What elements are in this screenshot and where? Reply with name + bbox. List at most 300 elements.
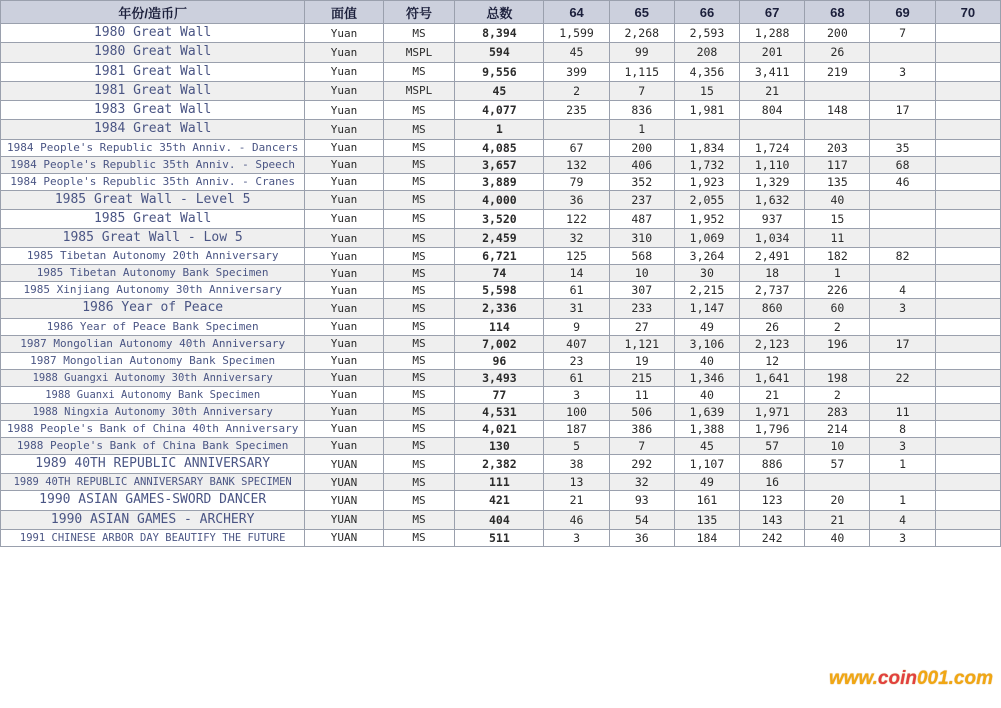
- cell-total: 4,077: [455, 101, 544, 120]
- cell-symbol: MS: [383, 139, 455, 156]
- table-row[interactable]: [1, 248, 1001, 265]
- cell-denomination: YUAN: [305, 474, 383, 491]
- cell-coin-name[interactable]: [1, 474, 305, 491]
- cell-grade-70: [935, 386, 1000, 403]
- cell-coin-name[interactable]: [1, 156, 305, 173]
- coin-name-label: 1980 Great Wall: [93, 25, 212, 40]
- cell-grade-65: 99: [609, 43, 674, 62]
- cell-grade-69: 3: [870, 437, 935, 454]
- cell-total: 7,002: [455, 335, 544, 352]
- cell-denomination: Yuan: [305, 299, 383, 318]
- coin-name-label: 1984 People's Republic 35th Anniv. - Dancers: [6, 140, 299, 154]
- cell-grade-70: [935, 335, 1000, 352]
- cell-coin-name[interactable]: [1, 248, 305, 265]
- cell-grade-68: [805, 81, 870, 100]
- cell-grade-69: [870, 43, 935, 62]
- cell-grade-67: 21: [740, 386, 805, 403]
- cell-grade-69: 7: [870, 24, 935, 43]
- cell-symbol: MS: [383, 265, 455, 282]
- cell-total: 96: [455, 352, 544, 369]
- cell-grade-65: 54: [609, 510, 674, 529]
- cell-grade-64: 45: [544, 43, 609, 62]
- cell-grade-66: 1,639: [674, 403, 739, 420]
- table-row[interactable]: [1, 209, 1001, 228]
- column-header-grade-65[interactable]: 65: [609, 1, 674, 24]
- cell-grade-67: 2,491: [740, 248, 805, 265]
- cell-total: 3,520: [455, 209, 544, 228]
- table-row[interactable]: [1, 510, 1001, 529]
- table-row[interactable]: [1, 139, 1001, 156]
- cell-coin-name[interactable]: [1, 369, 305, 386]
- cell-coin-name[interactable]: [1, 43, 305, 62]
- coin-name-label: 1985 Great Wall: [93, 210, 212, 226]
- cell-grade-69: 17: [870, 101, 935, 120]
- cell-grade-70: [935, 229, 1000, 248]
- cell-grade-65: 487: [609, 209, 674, 228]
- cell-grade-69: 1: [870, 491, 935, 510]
- cell-grade-64: 132: [544, 156, 609, 173]
- cell-grade-67: 2,737: [740, 282, 805, 299]
- watermark-prefix: www.: [828, 668, 878, 689]
- table-row[interactable]: [1, 386, 1001, 403]
- cell-grade-64: 399: [544, 62, 609, 81]
- cell-grade-70: [935, 420, 1000, 437]
- cell-denomination: Yuan: [305, 173, 383, 190]
- coin-name-label: 1984 People's Republic 35th Anniv. - Cranes: [10, 174, 296, 188]
- coin-name-label: 1983 Great Wall: [93, 102, 212, 117]
- cell-grade-70: [935, 248, 1000, 265]
- cell-symbol: MS: [383, 229, 455, 248]
- cell-grade-68: 198: [805, 369, 870, 386]
- table-row[interactable]: [1, 474, 1001, 491]
- cell-coin-name[interactable]: [1, 139, 305, 156]
- table-row[interactable]: [1, 529, 1001, 546]
- table-row[interactable]: [1, 173, 1001, 190]
- cell-denomination: Yuan: [305, 209, 383, 228]
- cell-grade-68: [805, 120, 870, 139]
- cell-total: 3,889: [455, 173, 544, 190]
- cell-symbol: MS: [383, 403, 455, 420]
- cell-coin-name[interactable]: [1, 265, 305, 282]
- cell-grade-66: 1,069: [674, 229, 739, 248]
- table-row[interactable]: [1, 335, 1001, 352]
- table-row[interactable]: [1, 299, 1001, 318]
- cell-grade-67: 123: [740, 491, 805, 510]
- cell-grade-69: 3: [870, 529, 935, 546]
- cell-grade-65: 406: [609, 156, 674, 173]
- cell-grade-69: 22: [870, 369, 935, 386]
- cell-grade-70: [935, 437, 1000, 454]
- cell-denomination: Yuan: [305, 43, 383, 62]
- cell-grade-64: 32: [544, 229, 609, 248]
- cell-grade-65: 292: [609, 454, 674, 473]
- cell-grade-70: [935, 173, 1000, 190]
- cell-denomination: Yuan: [305, 139, 383, 156]
- column-header-grade-68[interactable]: 68: [805, 1, 870, 24]
- column-header-total[interactable]: 总数: [455, 1, 544, 24]
- cell-grade-69: [870, 318, 935, 335]
- cell-total: 6,721: [455, 248, 544, 265]
- cell-grade-67: 804: [740, 101, 805, 120]
- cell-grade-70: [935, 81, 1000, 100]
- table-row[interactable]: [1, 369, 1001, 386]
- cell-denomination: Yuan: [305, 101, 383, 120]
- cell-grade-67: 57: [740, 437, 805, 454]
- cell-coin-name[interactable]: [1, 403, 305, 420]
- cell-grade-65: 1,115: [609, 62, 674, 81]
- cell-grade-69: 1: [870, 454, 935, 473]
- cell-grade-66: 2,215: [674, 282, 739, 299]
- cell-grade-64: 13: [544, 474, 609, 491]
- table-row[interactable]: [1, 318, 1001, 335]
- cell-grade-65: 352: [609, 173, 674, 190]
- table-row[interactable]: [1, 120, 1001, 139]
- cell-grade-67: [740, 120, 805, 139]
- cell-grade-69: 4: [870, 282, 935, 299]
- cell-grade-68: 283: [805, 403, 870, 420]
- cell-total: 4,000: [455, 190, 544, 209]
- cell-grade-65: 10: [609, 265, 674, 282]
- cell-denomination: Yuan: [305, 248, 383, 265]
- cell-grade-66: 161: [674, 491, 739, 510]
- cell-grade-64: 187: [544, 420, 609, 437]
- cell-coin-name[interactable]: [1, 299, 305, 318]
- cell-grade-69: [870, 265, 935, 282]
- cell-symbol: MS: [383, 369, 455, 386]
- cell-total: 4,021: [455, 420, 544, 437]
- cell-grade-65: 7: [609, 81, 674, 100]
- coin-name-label: 1985 Tibetan Autonomy 20th Anniversary: [26, 249, 279, 263]
- table-row[interactable]: [1, 491, 1001, 510]
- cell-grade-69: 17: [870, 335, 935, 352]
- cell-grade-68: 57: [805, 454, 870, 473]
- cell-grade-70: [935, 529, 1000, 546]
- cell-grade-64: 3: [544, 529, 609, 546]
- cell-symbol: MS: [383, 120, 455, 139]
- cell-total: 594: [455, 43, 544, 62]
- cell-total: 511: [455, 529, 544, 546]
- cell-denomination: Yuan: [305, 386, 383, 403]
- cell-grade-65: 36: [609, 529, 674, 546]
- cell-symbol: MS: [383, 156, 455, 173]
- table-row[interactable]: [1, 190, 1001, 209]
- cell-coin-name[interactable]: [1, 282, 305, 299]
- cell-grade-64: 5: [544, 437, 609, 454]
- cell-grade-66: 1,923: [674, 173, 739, 190]
- cell-grade-70: [935, 101, 1000, 120]
- table-row[interactable]: [1, 403, 1001, 420]
- cell-coin-name[interactable]: [1, 491, 305, 510]
- cell-symbol: MS: [383, 510, 455, 529]
- column-header-symbol[interactable]: 符号: [383, 1, 455, 24]
- cell-total: 130: [455, 437, 544, 454]
- watermark-highlight: coin: [877, 668, 917, 689]
- coin-name-label: 1986 Year of Peace: [82, 300, 224, 316]
- column-header-grade-69[interactable]: 69: [870, 1, 935, 24]
- cell-grade-67: 12: [740, 352, 805, 369]
- coin-name-label: 1986 Year of Peace Bank Specimen: [46, 319, 259, 333]
- cell-denomination: Yuan: [305, 352, 383, 369]
- table-row[interactable]: [1, 101, 1001, 120]
- cell-symbol: MS: [383, 24, 455, 43]
- cell-grade-70: [935, 209, 1000, 228]
- cell-coin-name[interactable]: [1, 454, 305, 473]
- cell-denomination: Yuan: [305, 420, 383, 437]
- table-row[interactable]: [1, 81, 1001, 100]
- cell-grade-68: [805, 352, 870, 369]
- cell-coin-name[interactable]: [1, 335, 305, 352]
- cell-total: 3,493: [455, 369, 544, 386]
- cell-coin-name[interactable]: [1, 386, 305, 403]
- cell-denomination: YUAN: [305, 491, 383, 510]
- cell-grade-64: 38: [544, 454, 609, 473]
- cell-grade-69: [870, 81, 935, 100]
- cell-grade-66: 135: [674, 510, 739, 529]
- cell-grade-67: 860: [740, 299, 805, 318]
- column-header-denomination[interactable]: 面值: [305, 1, 383, 24]
- cell-denomination: YUAN: [305, 529, 383, 546]
- cell-total: 8,394: [455, 24, 544, 43]
- cell-grade-64: 79: [544, 173, 609, 190]
- cell-total: 2,382: [455, 454, 544, 473]
- cell-coin-name[interactable]: [1, 120, 305, 139]
- cell-grade-69: [870, 352, 935, 369]
- cell-grade-68: 60: [805, 299, 870, 318]
- cell-denomination: Yuan: [305, 156, 383, 173]
- cell-grade-66: 3,106: [674, 335, 739, 352]
- cell-denomination: Yuan: [305, 403, 383, 420]
- cell-denomination: Yuan: [305, 190, 383, 209]
- cell-grade-70: [935, 62, 1000, 81]
- coin-name-label: 1988 Guanxi Autonomy Bank Specimen: [45, 388, 261, 401]
- cell-grade-67: 16: [740, 474, 805, 491]
- table-row[interactable]: [1, 437, 1001, 454]
- cell-coin-name[interactable]: [1, 190, 305, 209]
- cell-coin-name[interactable]: [1, 209, 305, 228]
- cell-denomination: Yuan: [305, 437, 383, 454]
- cell-grade-66: 184: [674, 529, 739, 546]
- cell-grade-68: 1: [805, 265, 870, 282]
- cell-coin-name[interactable]: [1, 229, 305, 248]
- cell-grade-66: 1,388: [674, 420, 739, 437]
- table-row[interactable]: [1, 156, 1001, 173]
- cell-grade-65: 32: [609, 474, 674, 491]
- cell-grade-65: 11: [609, 386, 674, 403]
- coin-name-label: 1984 People's Republic 35th Anniv. - Speech: [10, 157, 296, 171]
- cell-total: 114: [455, 318, 544, 335]
- cell-coin-name[interactable]: [1, 101, 305, 120]
- cell-symbol: MS: [383, 209, 455, 228]
- cell-total: 74: [455, 265, 544, 282]
- column-header-name[interactable]: 年份/造币厂: [1, 1, 305, 24]
- cell-grade-67: 1,110: [740, 156, 805, 173]
- cell-grade-70: [935, 282, 1000, 299]
- cell-grade-68: 2: [805, 318, 870, 335]
- watermark-suffix: 001.com: [916, 668, 993, 689]
- cell-grade-67: 2,123: [740, 335, 805, 352]
- cell-grade-64: 235: [544, 101, 609, 120]
- cell-grade-67: 1,796: [740, 420, 805, 437]
- cell-grade-68: 26: [805, 43, 870, 62]
- table-row[interactable]: [1, 24, 1001, 43]
- cell-denomination: Yuan: [305, 24, 383, 43]
- cell-coin-name[interactable]: [1, 437, 305, 454]
- coin-name-label: 1990 ASIAN GAMES - ARCHERY: [50, 511, 255, 527]
- cell-grade-69: 82: [870, 248, 935, 265]
- cell-grade-64: 31: [544, 299, 609, 318]
- header-row: [1, 1, 1001, 24]
- cell-grade-67: 143: [740, 510, 805, 529]
- cell-grade-68: [805, 474, 870, 491]
- table-row[interactable]: [1, 62, 1001, 81]
- cell-total: 111: [455, 474, 544, 491]
- column-header-grade-70[interactable]: 70: [935, 1, 1000, 24]
- cell-grade-64: 14: [544, 265, 609, 282]
- coin-name-label: 1984 Great Wall: [93, 121, 212, 137]
- cell-grade-70: [935, 510, 1000, 529]
- cell-total: 3,657: [455, 156, 544, 173]
- cell-symbol: MS: [383, 437, 455, 454]
- cell-grade-67: 886: [740, 454, 805, 473]
- cell-symbol: MS: [383, 352, 455, 369]
- coin-name-label: 1991 CHINESE ARBOR DAY BEAUTIFY THE FUTURE: [19, 531, 286, 544]
- cell-total: 1: [455, 120, 544, 139]
- cell-grade-66: 208: [674, 43, 739, 62]
- table-header: [1, 1, 1001, 24]
- coin-name-label: 1988 People's Bank of China Bank Specimen: [16, 439, 289, 452]
- cell-grade-68: 40: [805, 190, 870, 209]
- table-row[interactable]: [1, 282, 1001, 299]
- cell-symbol: MS: [383, 454, 455, 473]
- cell-grade-69: [870, 386, 935, 403]
- cell-grade-66: 40: [674, 386, 739, 403]
- table-row[interactable]: [1, 43, 1001, 62]
- cell-grade-67: 21: [740, 81, 805, 100]
- cell-denomination: YUAN: [305, 454, 383, 473]
- cell-grade-66: 1,147: [674, 299, 739, 318]
- cell-coin-name[interactable]: [1, 318, 305, 335]
- cell-total: 2,336: [455, 299, 544, 318]
- cell-grade-70: [935, 474, 1000, 491]
- cell-grade-68: 2: [805, 386, 870, 403]
- cell-coin-name[interactable]: [1, 529, 305, 546]
- cell-grade-67: 242: [740, 529, 805, 546]
- cell-grade-69: [870, 209, 935, 228]
- cell-grade-69: [870, 120, 935, 139]
- cell-grade-65: 2,268: [609, 24, 674, 43]
- table-body: [1, 24, 1001, 547]
- cell-grade-69: 46: [870, 173, 935, 190]
- cell-grade-64: 21: [544, 491, 609, 510]
- cell-grade-64: 23: [544, 352, 609, 369]
- table-row[interactable]: [1, 265, 1001, 282]
- cell-grade-66: 1,107: [674, 454, 739, 473]
- cell-grade-70: [935, 24, 1000, 43]
- cell-grade-68: 203: [805, 139, 870, 156]
- cell-grade-69: 11: [870, 403, 935, 420]
- cell-grade-64: 61: [544, 282, 609, 299]
- cell-grade-65: 310: [609, 229, 674, 248]
- coin-name-label: 1988 People's Bank of China 40th Anniversary: [6, 422, 299, 435]
- cell-grade-70: [935, 491, 1000, 510]
- cell-grade-66: 49: [674, 474, 739, 491]
- table-row[interactable]: [1, 352, 1001, 369]
- cell-grade-70: [935, 43, 1000, 62]
- cell-grade-69: 4: [870, 510, 935, 529]
- cell-total: 421: [455, 491, 544, 510]
- cell-grade-67: 1,632: [740, 190, 805, 209]
- cell-grade-65: 1,121: [609, 335, 674, 352]
- column-header-grade-67[interactable]: 67: [740, 1, 805, 24]
- cell-grade-65: 7: [609, 437, 674, 454]
- cell-denomination: Yuan: [305, 318, 383, 335]
- cell-grade-65: 237: [609, 190, 674, 209]
- cell-denomination: Yuan: [305, 335, 383, 352]
- cell-coin-name[interactable]: [1, 81, 305, 100]
- cell-denomination: YUAN: [305, 510, 383, 529]
- cell-grade-65: 27: [609, 318, 674, 335]
- cell-coin-name[interactable]: [1, 62, 305, 81]
- cell-symbol: MS: [383, 318, 455, 335]
- cell-grade-66: 1,981: [674, 101, 739, 120]
- cell-coin-name[interactable]: [1, 173, 305, 190]
- cell-grade-68: 21: [805, 510, 870, 529]
- coin-name-label: 1985 Great Wall - Level 5: [54, 191, 251, 207]
- cell-grade-68: 200: [805, 24, 870, 43]
- cell-grade-68: 10: [805, 437, 870, 454]
- cell-grade-69: 68: [870, 156, 935, 173]
- column-header-grade-64[interactable]: 64: [544, 1, 609, 24]
- cell-coin-name[interactable]: [1, 24, 305, 43]
- cell-denomination: Yuan: [305, 265, 383, 282]
- cell-grade-66: 1,732: [674, 156, 739, 173]
- cell-grade-66: 1,834: [674, 139, 739, 156]
- cell-total: 9,556: [455, 62, 544, 81]
- table-row[interactable]: [1, 420, 1001, 437]
- cell-grade-67: 1,724: [740, 139, 805, 156]
- cell-total: 45: [455, 81, 544, 100]
- cell-grade-70: [935, 318, 1000, 335]
- cell-symbol: MS: [383, 248, 455, 265]
- table-row[interactable]: [1, 229, 1001, 248]
- cell-grade-65: 233: [609, 299, 674, 318]
- cell-total: 77: [455, 386, 544, 403]
- table-row[interactable]: [1, 454, 1001, 473]
- cell-grade-64: 67: [544, 139, 609, 156]
- coin-name-label: 1981 Great Wall: [93, 63, 212, 79]
- cell-grade-69: 35: [870, 139, 935, 156]
- coin-name-label: 1981 Great Wall: [93, 82, 212, 98]
- cell-grade-69: 3: [870, 62, 935, 81]
- cell-grade-68: 11: [805, 229, 870, 248]
- cell-grade-64: 122: [544, 209, 609, 228]
- column-header-grade-66[interactable]: 66: [674, 1, 739, 24]
- cell-grade-65: 836: [609, 101, 674, 120]
- cell-coin-name[interactable]: [1, 420, 305, 437]
- cell-grade-68: 148: [805, 101, 870, 120]
- cell-coin-name[interactable]: [1, 510, 305, 529]
- coin-name-label: 1985 Xinjiang Autonomy 30th Anniversary: [23, 283, 282, 297]
- cell-coin-name[interactable]: [1, 352, 305, 369]
- cell-grade-67: 26: [740, 318, 805, 335]
- cell-denomination: Yuan: [305, 282, 383, 299]
- coin-name-label: 1990 ASIAN GAMES-SWORD DANCER: [39, 492, 267, 508]
- cell-grade-66: 15: [674, 81, 739, 100]
- cell-grade-70: [935, 139, 1000, 156]
- cell-grade-66: 49: [674, 318, 739, 335]
- coin-name-label: 1988 Ningxia Autonomy 30th Anniversary: [32, 405, 273, 418]
- coin-name-label: 1985 Tibetan Autonomy Bank Specimen: [36, 266, 269, 280]
